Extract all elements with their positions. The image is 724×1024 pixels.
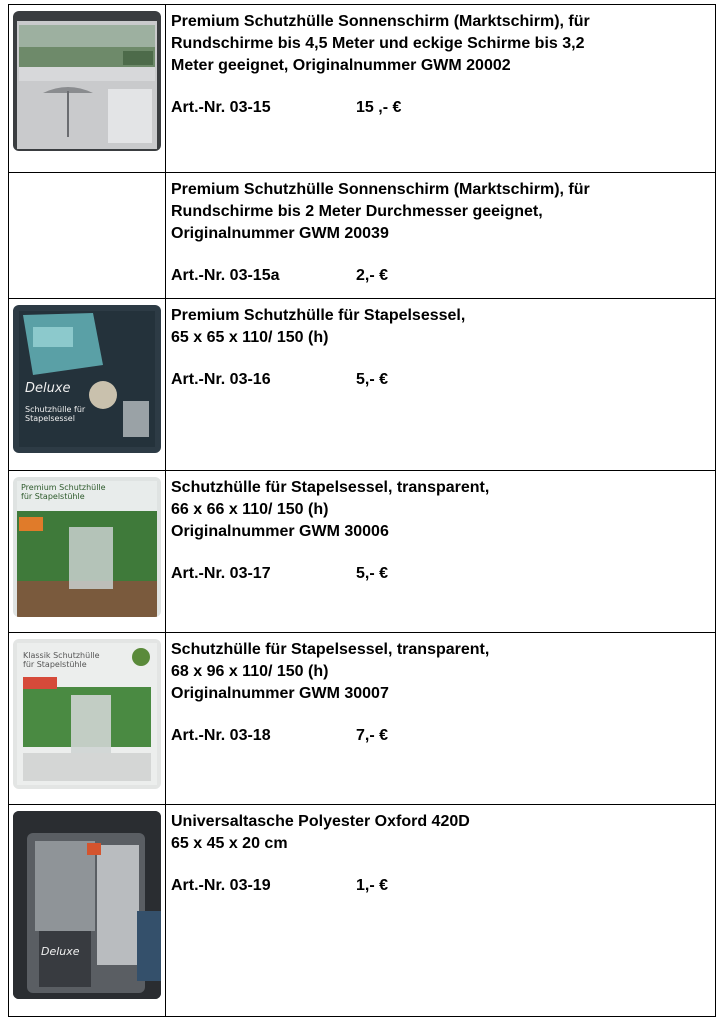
price-line bbox=[171, 369, 707, 391]
price: 15 ,- € bbox=[356, 99, 402, 116]
article-number: Art.-Nr. 03-19 bbox=[171, 877, 271, 894]
table-row bbox=[9, 471, 716, 633]
table-row bbox=[9, 173, 716, 299]
description-cell bbox=[166, 471, 716, 633]
image-cell bbox=[9, 471, 166, 633]
price: 5,- € bbox=[356, 565, 389, 582]
article-number: Art.-Nr. 03-18 bbox=[171, 727, 271, 744]
description-cell bbox=[166, 633, 716, 805]
product-photo-universal-bag bbox=[13, 811, 161, 999]
photo-title-text: Klassik Schutzhülle für Stapelstühle bbox=[23, 651, 100, 669]
price: 1,- € bbox=[356, 877, 389, 894]
photo-brand-text: Deluxe bbox=[25, 381, 71, 396]
photo-title-text: Schutzhülle für Stapelsessel bbox=[25, 405, 86, 423]
product-description: Universaltasche Polyester Oxford 420D 65 x 45 x 20 cm bbox=[171, 813, 470, 852]
price-line bbox=[171, 265, 707, 287]
price-line bbox=[171, 725, 707, 747]
description-cell bbox=[166, 805, 716, 1017]
table-row bbox=[9, 633, 716, 805]
description-cell bbox=[166, 5, 716, 173]
product-description: Schutzhülle für Stapelsessel, transparent, 66 x 66 x 110/ 150 (h) Originalnummer GWM 30006 bbox=[171, 479, 490, 540]
product-photo-chair-cover-transparent bbox=[13, 477, 161, 617]
product-description: Premium Schutzhülle für Stapelsessel, 65 x 65 x 110/ 150 (h) bbox=[171, 307, 466, 346]
product-description: Premium Schutzhülle Sonnenschirm (Marktschirm), für Rundschirme bis 2 Meter Durchmesser geeignet, Originalnummer GWM 20039 bbox=[171, 181, 590, 242]
product-description: Premium Schutzhülle Sonnenschirm (Marktschirm), für Rundschirme bis 4,5 Meter und eckige Schirme bis 3,2 Meter geeignet, Originalnummer GWM 20002 bbox=[171, 13, 590, 74]
price: 7,- € bbox=[356, 727, 389, 744]
article-number: Art.-Nr. 03-16 bbox=[171, 371, 271, 388]
article-number: Art.-Nr. 03-17 bbox=[171, 565, 271, 582]
table-row bbox=[9, 5, 716, 173]
photo-title-text: Premium Schutzhülle für Stapelstühle bbox=[21, 483, 106, 501]
table-row bbox=[9, 805, 716, 1017]
table-row bbox=[9, 299, 716, 471]
image-cell bbox=[9, 805, 166, 1017]
product-photo-chair-cover-deluxe bbox=[13, 305, 161, 453]
article-number: Art.-Nr. 03-15a bbox=[171, 267, 280, 284]
product-photo-chair-cover-classic bbox=[13, 639, 161, 789]
price: 5,- € bbox=[356, 371, 389, 388]
price-line bbox=[171, 875, 707, 897]
product-photo-umbrella-cover bbox=[13, 11, 161, 151]
image-cell bbox=[9, 633, 166, 805]
price-line bbox=[171, 97, 707, 119]
description-cell bbox=[166, 299, 716, 471]
image-cell bbox=[9, 173, 166, 299]
image-cell bbox=[9, 5, 166, 173]
price: 2,- € bbox=[356, 267, 389, 284]
product-table bbox=[8, 4, 716, 1017]
image-cell bbox=[9, 299, 166, 471]
price-line bbox=[171, 563, 707, 585]
description-cell bbox=[166, 173, 716, 299]
product-description: Schutzhülle für Stapelsessel, transparent, 68 x 96 x 110/ 150 (h) Originalnummer GWM 30007 bbox=[171, 641, 490, 702]
article-number: Art.-Nr. 03-15 bbox=[171, 99, 271, 116]
photo-brand-text: Deluxe bbox=[41, 945, 80, 958]
